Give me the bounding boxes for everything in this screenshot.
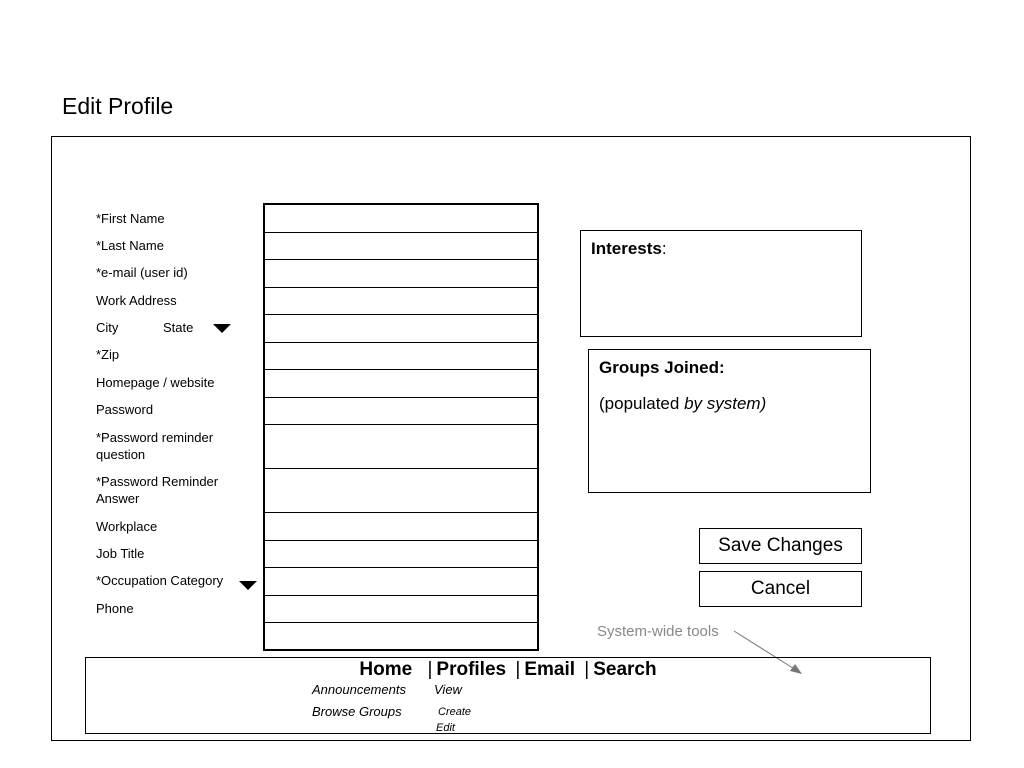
password-reminder-question-label [96, 429, 261, 463]
groups-joined-note-prefix: (populated [599, 394, 685, 413]
groups-joined-note-italic: by system) [684, 394, 767, 413]
nav-home-link[interactable]: Home [359, 659, 413, 680]
state-label: State [163, 320, 194, 335]
password-reminder-question-line-1: *Password reminder [96, 430, 214, 445]
edit-link[interactable]: Edit [436, 722, 455, 734]
phone-input[interactable] [265, 596, 537, 623]
work-address-input[interactable] [265, 288, 537, 315]
nav-search-link[interactable]: Search [593, 659, 657, 680]
nav-separator: | [427, 659, 433, 680]
workplace-label: Workplace [96, 519, 158, 534]
occupation-category-label: *Occupation Category [96, 573, 224, 588]
input-fields-column [263, 203, 539, 651]
zip-input[interactable] [265, 343, 537, 370]
nav-separator: | [515, 659, 521, 680]
password-reminder-answer-line-1: *Password Reminder [96, 474, 219, 489]
state-dropdown-arrow-icon[interactable] [213, 324, 231, 333]
nav-profiles-link[interactable]: Profiles [436, 659, 507, 680]
email-label: *e-mail (user id) [96, 265, 188, 280]
save-changes-button[interactable]: Save Changes [699, 528, 862, 564]
last-name-input[interactable] [265, 233, 537, 260]
occupation-category-dropdown-arrow-icon[interactable] [239, 581, 257, 590]
groups-joined-title: Groups Joined: [599, 358, 725, 377]
password-input[interactable] [265, 398, 537, 425]
homepage-input[interactable] [265, 370, 537, 398]
system-wide-tools-annotation: System-wide tools [597, 623, 719, 640]
main-nav [86, 658, 930, 682]
job-title-input[interactable] [265, 541, 537, 568]
first-name-input[interactable] [265, 205, 537, 233]
city-state-input[interactable] [265, 315, 537, 343]
nav-separator: | [584, 659, 590, 680]
work-address-label: Work Address [96, 293, 177, 308]
password-reminder-question-input[interactable] [265, 425, 537, 469]
zip-label: *Zip [96, 347, 120, 362]
password-reminder-answer-label [96, 473, 261, 507]
password-reminder-question-line-2: question [96, 447, 146, 462]
create-link[interactable]: Create [438, 706, 472, 718]
password-reminder-answer-line-2: Answer [96, 491, 140, 506]
password-label: Password [96, 402, 154, 417]
view-link[interactable]: View [434, 682, 462, 697]
occupation-category-input[interactable] [265, 568, 537, 596]
announcements-link[interactable]: Announcements [312, 682, 406, 697]
email-input[interactable] [265, 260, 537, 288]
interests-title-text: Interests [591, 239, 662, 258]
phone-label: Phone [96, 601, 134, 616]
workplace-input[interactable] [265, 513, 537, 541]
page-title: Edit Profile [62, 93, 174, 119]
cancel-button[interactable]: Cancel [699, 571, 862, 607]
homepage-label: Homepage / website [96, 375, 215, 390]
groups-joined-panel [588, 349, 871, 493]
last-name-label: *Last Name [96, 238, 164, 253]
job-title-label: Job Title [96, 546, 145, 561]
interests-title-colon: : [661, 239, 667, 258]
first-name-label: *First Name [96, 211, 165, 226]
interests-panel[interactable] [580, 230, 862, 337]
password-reminder-answer-input[interactable] [265, 469, 537, 513]
extra-input[interactable] [265, 623, 537, 649]
browse-groups-link[interactable]: Browse Groups [312, 704, 402, 719]
nav-email-link[interactable]: Email [524, 659, 576, 680]
city-label: City [96, 320, 119, 335]
interests-title [591, 239, 667, 259]
system-toolbar [85, 657, 931, 734]
groups-joined-note [599, 394, 766, 414]
